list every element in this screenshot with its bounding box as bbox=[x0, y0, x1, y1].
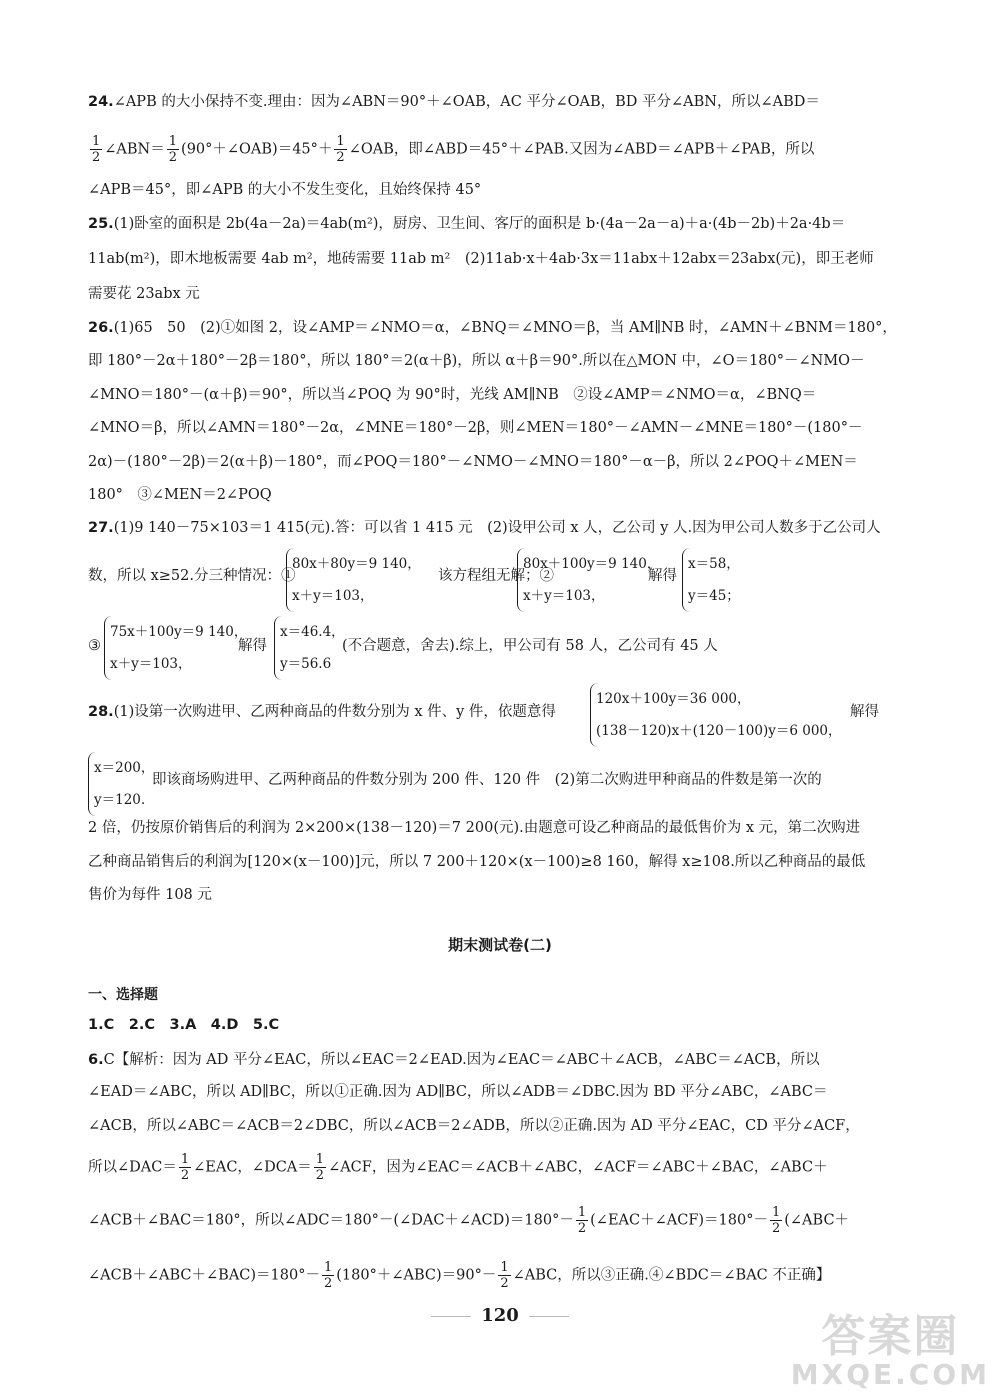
q6-line4: 所以∠DAC＝ $\frac{1}{2}$ ∠EAC，∠DCA＝ $\frac{1}{2}$ ∠ACF，因为∠EAC＝∠ACB＋∠ABC，∠ACF＝∠ABC＋∠BAC，∠ABC＋ bbox=[88, 1152, 828, 1183]
q6-line1: 6.C【解析：因为 AD 平分∠EAC，所以∠EAC＝2∠EAD.因为∠EAC＝∠ABC＋∠ACB，∠ABC＝∠ACB，所以 bbox=[88, 1052, 820, 1068]
q26-line3: ∠MNO＝180°－(α＋β)＝90°，所以当∠POQ 为 90°时，光线 AM∥NB ②设∠AMP＝∠NMO＝α，∠BNQ＝ bbox=[88, 387, 817, 403]
q6-line2: ∠EAD＝∠ABC，所以 AD∥BC，所以①正确.因为 AD∥BC，所以∠ADB＝∠DBC.因为 BD 平分∠ABC，∠ABC＝ bbox=[88, 1084, 828, 1100]
fraction-half: $\frac{1}{2}$ bbox=[168, 134, 178, 165]
q27-line2b: 该方程组无解；② bbox=[438, 568, 554, 584]
fraction-half: $\frac{1}{2}$ bbox=[323, 1260, 333, 1291]
fraction-half: $\frac{1}{2}$ bbox=[577, 1205, 587, 1236]
q27-line3c: (不合题意，舍去).综上，甲公司有 58 人，乙公司有 45 人 bbox=[342, 638, 718, 654]
exam-title: 期末测试卷(二) bbox=[448, 936, 552, 954]
q27-line2a: 数，所以 x≥52.分三种情况：① bbox=[88, 568, 296, 584]
q26-line2: 即 180°－2α＋180°－2β＝180°，所以 180°＝2(α＋β)，所以 α＋β＝90°.所以在△MON 中，∠O＝180°－∠NMO－ bbox=[88, 353, 865, 369]
equation-system: 80x＋80y＝9 140， x＋y＝103， bbox=[286, 548, 421, 612]
solution-system: x＝46.4， y＝56.6 bbox=[274, 616, 345, 680]
q24-line3: ∠APB＝45°，即∠APB 的大小不发生变化，且始终保持 45° bbox=[88, 182, 482, 198]
q27-line3b: 解得 bbox=[238, 638, 267, 654]
q27-line1: 27.(1)9 140－75×103＝1 415(元).答：可以省 1 415 元 (2)设甲公司 x 人，乙公司 y 人.因为甲公司人数多于乙公司人 bbox=[88, 520, 881, 536]
q26-line4: ∠MNO＝β，所以∠AMN＝180°－2α，∠MNE＝180°－2β，则∠MEN＝180°－∠AMN－∠MNE＝180°－(180°－ bbox=[88, 420, 863, 436]
q28-line5: 售价为每件 108 元 bbox=[88, 887, 212, 903]
q25-line2: 11ab(m²)，即木地板需要 4ab m²，地砖需要 11ab m² (2)11ab·x＋4ab·3x＝11abx＋12abx＝23abx(元)，即王老师 bbox=[88, 251, 874, 267]
fraction-half: $\frac{1}{2}$ bbox=[336, 134, 345, 165]
q25-line1: 25.(1)卧室的面积是 2b(4a－2a)＝4ab(m²)，厨房、卫生间、客厅的面积是 b·(4a－2a－a)＋a·(4b－2b)＋2a·4b＝ bbox=[88, 216, 846, 232]
solution-system: x＝58， y＝45； bbox=[682, 548, 740, 612]
fraction-half: $\frac{1}{2}$ bbox=[92, 134, 101, 165]
watermark-logo: 答案圈 MXQE.COM bbox=[790, 1311, 990, 1391]
q27-line3a: ③ bbox=[88, 638, 101, 654]
q6-line3: ∠ACB，所以∠ABC＝∠ACB＝2∠DBC，所以∠ACB＝2∠ADB，所以②正确.因为 AD 平分∠EAC，CD 平分∠ACF， bbox=[88, 1118, 860, 1134]
solution-system: x＝200， y＝120. bbox=[88, 752, 154, 816]
q28-line2: 即该商场购进甲、乙两种商品的件数分别为 200 件、120 件 (2)第二次购进甲种商品的件数是第一次的 bbox=[152, 772, 822, 788]
fraction-half: $\frac{1}{2}$ bbox=[771, 1205, 781, 1236]
q6-line5: ∠ACB＋∠BAC＝180°，所以∠ADC＝180°－(∠DAC＋∠ACD)＝180°－ $\frac{1}{2}$ (∠EAC＋∠ACF)＝180°－ $\frac{1}{2}$ (∠ABC＋ bbox=[88, 1205, 850, 1236]
q28-line4: 乙种商品销售后的利润为[120×(x－100)]元，所以 7 200＋120×(x－100)≥8 160，解得 x≥108.所以乙种商品的最低 bbox=[88, 854, 866, 870]
q26-line1: 26.(1)65 50 (2)①如图 2，设∠AMP＝∠NMO＝α，∠BNQ＝∠MNO＝β，当 AM∥NB 时，∠AMN＋∠BNM＝180°， bbox=[88, 320, 897, 336]
q28-line1: 28.(1)设第一次购进甲、乙两种商品的件数分别为 x 件、y 件，依题意得 bbox=[88, 704, 556, 720]
q27-line2c: 解得 bbox=[648, 568, 677, 584]
answers-1-5: 1.C 2.C 3.A 4.D 5.C bbox=[88, 1017, 280, 1033]
q24-line1: 24.∠APB 的大小保持不变.理由：因为∠ABN＝90°＋∠OAB，AC 平分∠OAB，BD 平分∠ABN，所以∠ABD＝ bbox=[88, 94, 820, 110]
equation-system: 120x＋100y＝36 000， (138－120)x＋(120－100)y＝6 000， bbox=[590, 683, 842, 747]
q28-line3: 2 倍，仍按原价销售后的利润为 2×200×(138－120)＝7 200(元).由题意可设乙种商品的最低售价为 x 元，第二次购进 bbox=[88, 820, 861, 836]
fraction-half: $\frac{1}{2}$ bbox=[315, 1152, 325, 1183]
fraction-half: $\frac{1}{2}$ bbox=[500, 1260, 509, 1291]
q25-line3: 需要花 23abx 元 bbox=[88, 286, 200, 302]
q24-number: 24. bbox=[88, 94, 114, 110]
equation-system: 75x＋100y＝9 140， x＋y＝103， bbox=[104, 616, 247, 680]
q6-line6: ∠ACB＋∠ABC＋∠BAC)＝180°－ $\frac{1}{2}$ (180°＋∠ABC)＝90°－ $\frac{1}{2}$ ∠ABC，所以③正确.④∠BDC＝∠BAC 不正确】 bbox=[88, 1260, 831, 1291]
section-title: 一、选择题 bbox=[88, 987, 158, 1003]
equation-system: 80x＋100y＝9 140， x＋y＝103， bbox=[517, 548, 660, 612]
q26-line6: 180° ③∠MEN＝2∠POQ bbox=[88, 487, 272, 503]
q28-line1b: 解得 bbox=[850, 704, 879, 720]
page-number: 120 bbox=[0, 1305, 1000, 1326]
q26-line5: 2α)－(180°－2β)＝2(α＋β)－180°，而∠POQ＝180°－∠NMO－∠MNO＝180°－α－β，所以 2∠POQ＋∠MEN＝ bbox=[88, 454, 858, 470]
fraction-half: $\frac{1}{2}$ bbox=[180, 1152, 190, 1183]
q24-line2: $\frac{1}{2}$ ∠ABN＝ $\frac{1}{2}$ (90°＋∠OAB)＝45°＋ $\frac{1}{2}$ ∠OAB，即∠ABD＝45°＋∠PAB.又因为∠ABD＝∠APB＋∠PAB，所以 bbox=[92, 134, 815, 165]
